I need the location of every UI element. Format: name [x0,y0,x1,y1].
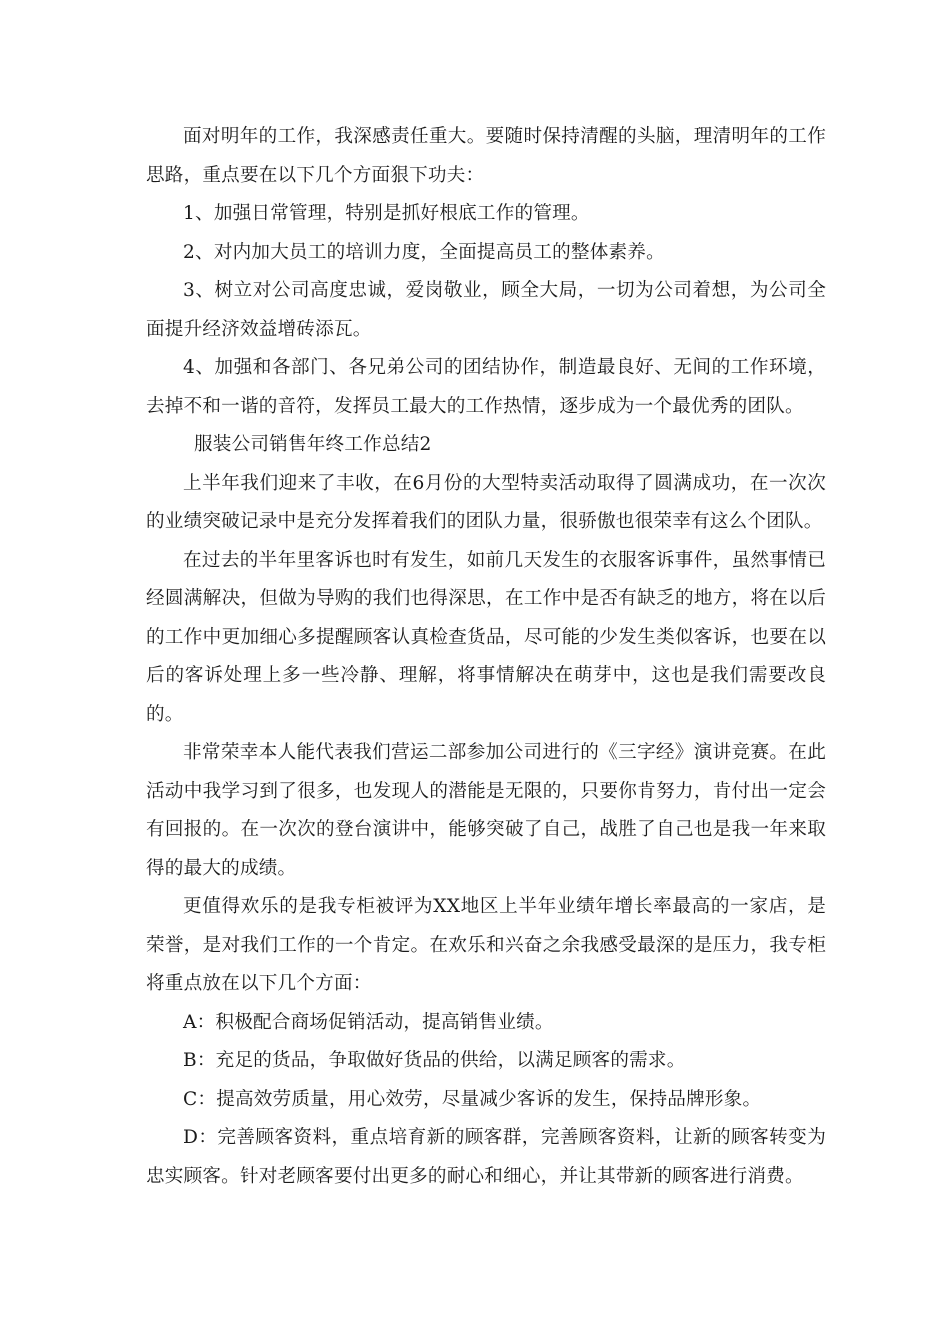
paragraph-focus-c: C：提高效劳质量，用心效劳，尽量减少客诉的发生，保持品牌形象。 [183,1088,762,1110]
paragraph-focus-a: A：积极配合商场促销活动，提高销售业绩。 [183,1011,554,1033]
paragraph-focus-b: B：充足的货品，争取做好货品的供给，以满足顾客的需求。 [183,1050,686,1071]
paragraph-plan-item-2: 2、对内加大员工的培训力度，全面提高员工的整体素养。 [183,241,665,263]
paragraph-plan-item-1: 1、加强日常管理，特别是抓好根底工作的管理。 [183,203,590,224]
section-heading: 服装公司销售年终工作总结2 [194,434,432,455]
paragraph-plan-item-4: 4、加强和各部门、各兄弟公司的团结协作，制造最良好、无间的工作环境，去掉不和一谐的音符，发挥员工最大的工作热情，逐步成为一个最优秀的团队。 [146,357,826,417]
paragraph-plan-intro: 面对明年的工作，我深感责任重大。要随时保持清醒的头脑，理清明年的工作思路，重点要在以下几个方面狠下功夫： [146,126,826,186]
paragraph-honor: 更值得欢乐的是我专柜被评为XX地区上半年业绩年增长率最高的一家店，是荣誉，是对我们工作的一个肯定。在欢乐和兴奋之余我感受最深的是压力，我专柜将重点放在以下几个方面： [146,896,826,994]
paragraph-harvest: 上半年我们迎来了丰收，在6月份的大型特卖活动取得了圆满成功，在一次次的业绩突破记录中是充分发挥着我们的团队力量，很骄傲也很荣幸有这么个团队。 [146,472,826,532]
document-body [146,118,826,1196]
paragraph-complaints: 在过去的半年里客诉也时有发生，如前几天发生的衣服客诉事件，虽然事情已经圆满解决，但做为导购的我们也得深思，在工作中是否有缺乏的地方，将在以后的工作中更加细心多提醒顾客认真检查货品，尽可能的少发生类似客诉，也要在以后的客诉处理上多一些冷静、理解，将事情解决在萌芽中，这也是我们需要改良的。 [146,549,826,725]
paragraph-plan-item-3: 3、树立对公司高度忠诚，爱岗敬业，顾全大局，一切为公司着想，为公司全面提升经济效益增砖添瓦。 [146,280,826,340]
paragraph-speech-contest: 非常荣幸本人能代表我们营运二部参加公司进行的《三字经》演讲竞赛。在此活动中我学习到了很多，也发现人的潜能是无限的，只要你肯努力，肯付出一定会有回报的。在一次次的登台演讲中，能够突破了自己，战胜了自己也是我一年来取得的最大的成绩。 [146,742,826,879]
paragraph-focus-d: D：完善顾客资料，重点培育新的顾客群，完善顾客资料，让新的顾客转变为忠实顾客。针对老顾客要付出更多的耐心和细心，并让其带新的顾客进行消费。 [146,1127,826,1187]
